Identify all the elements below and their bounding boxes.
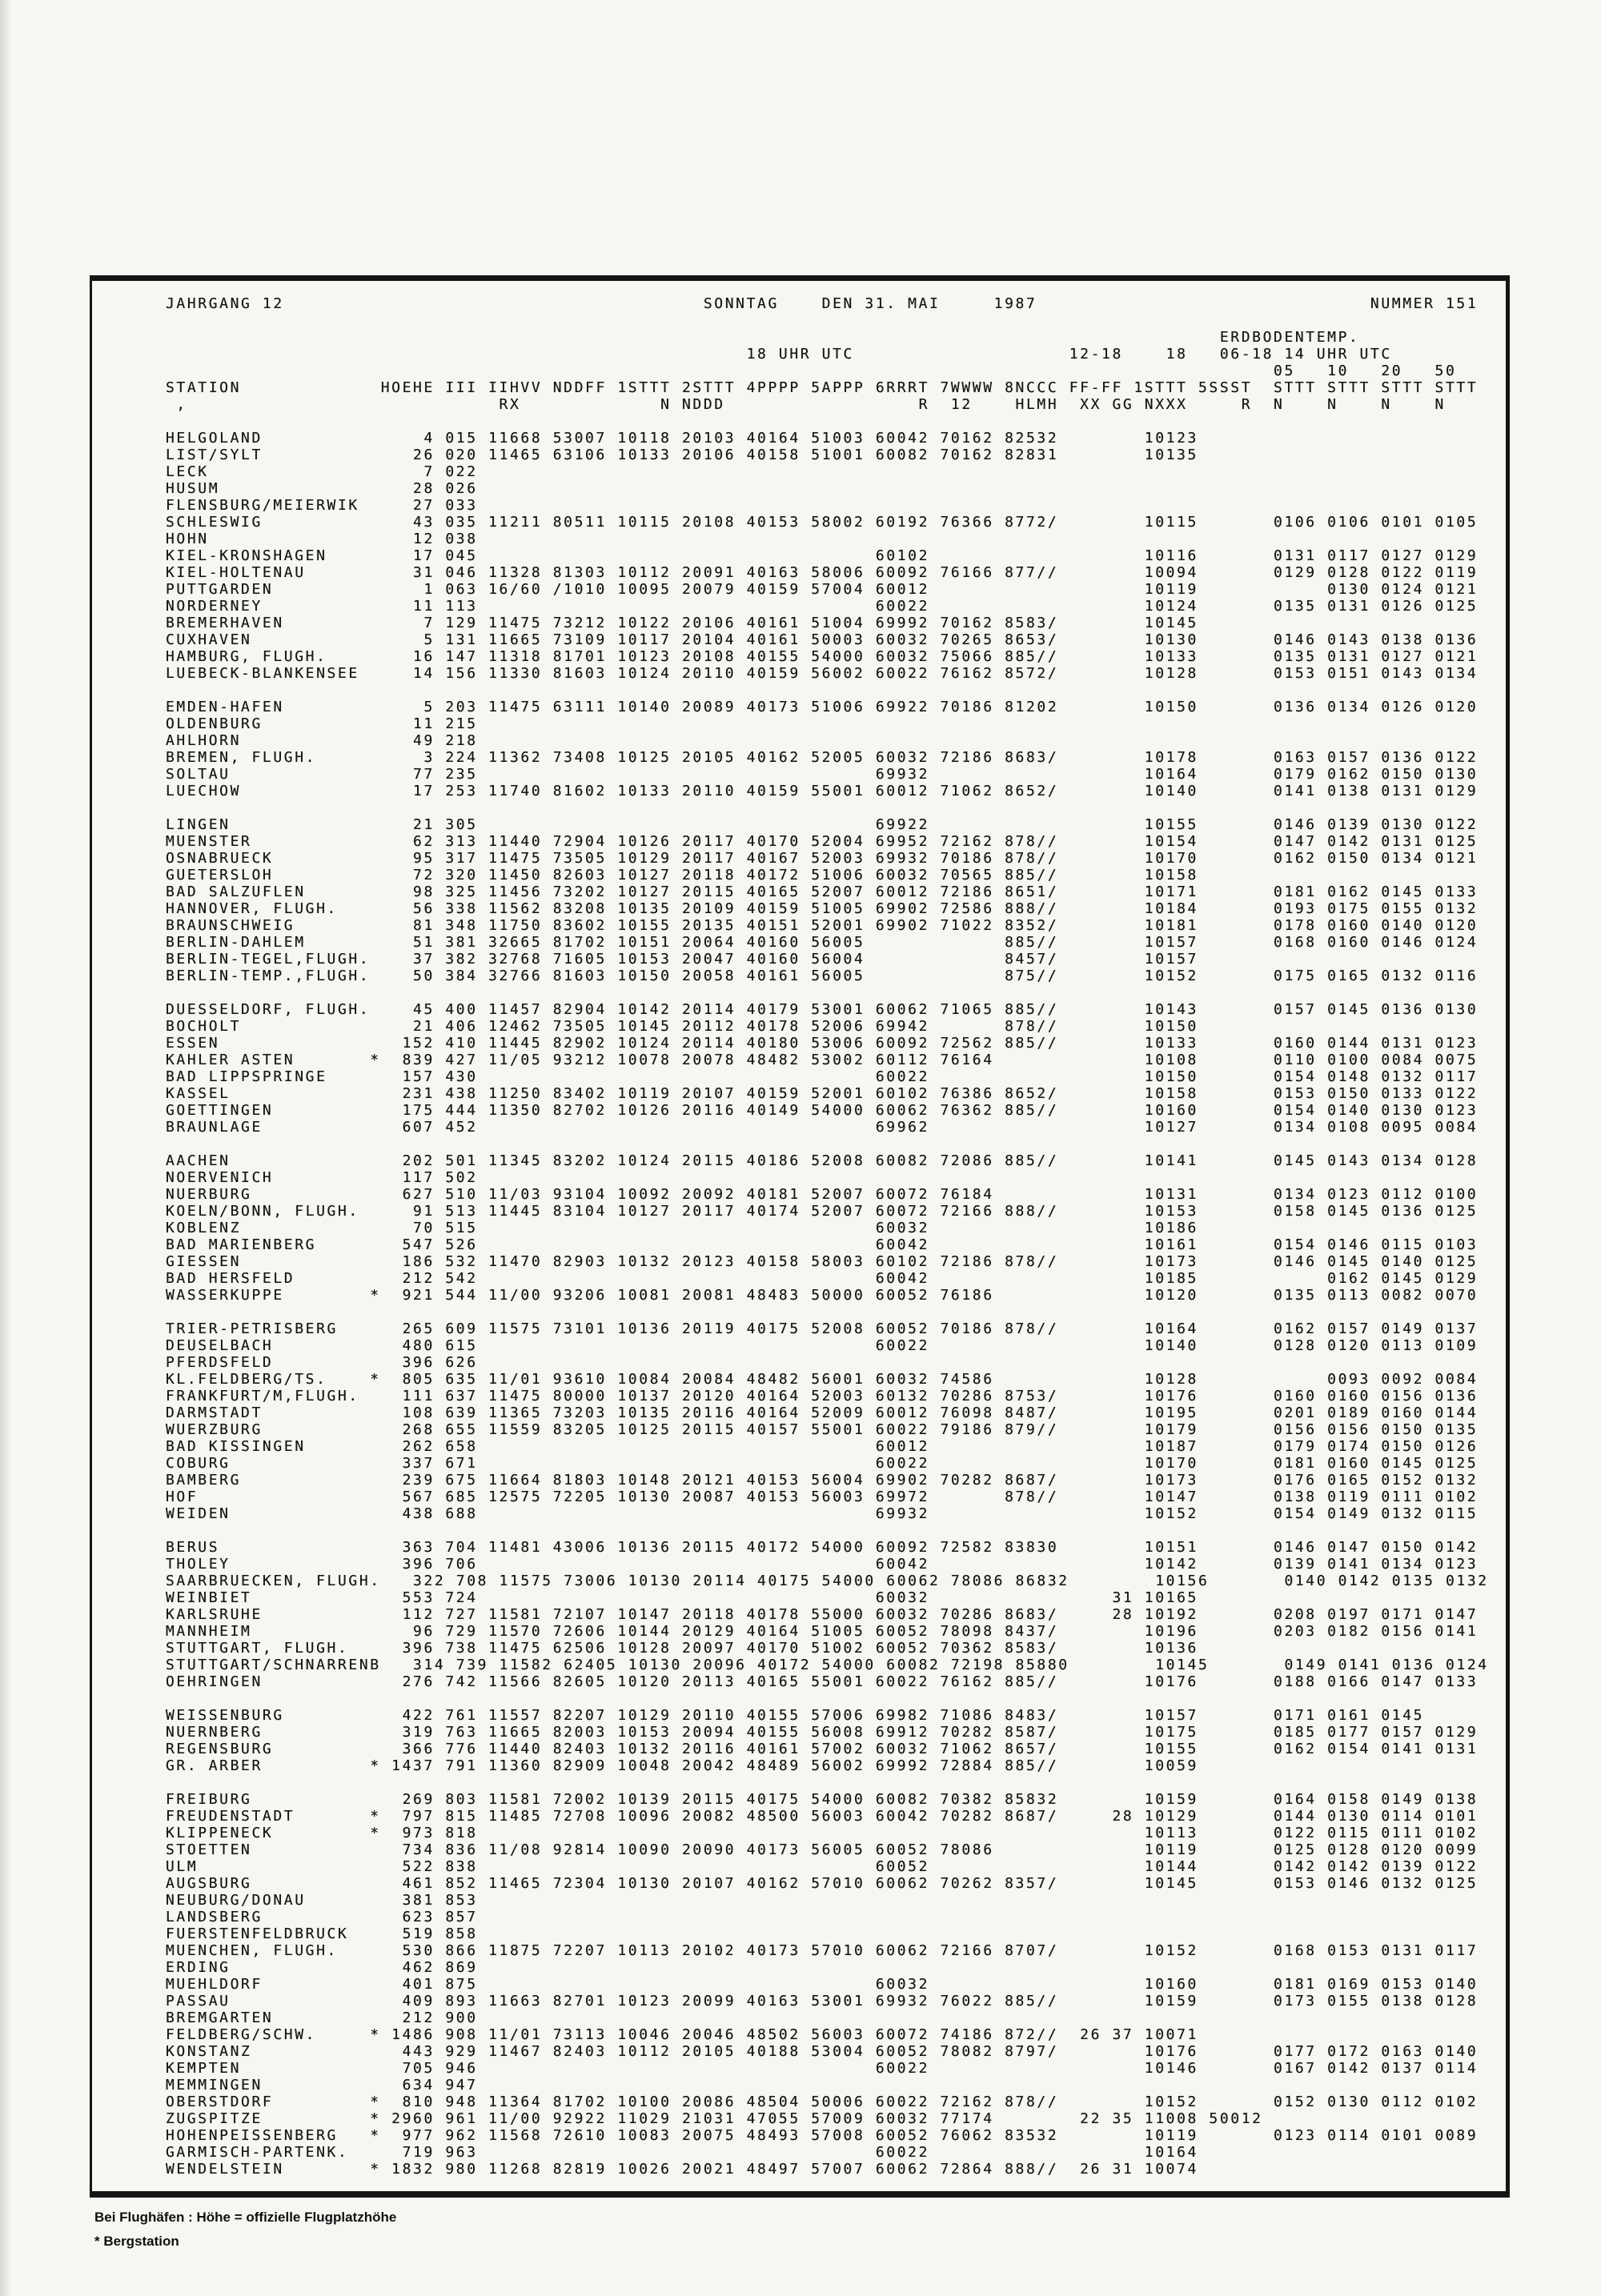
header-line: 18 UHR UTC 12-18 18 06-18 14 UHR UTC bbox=[166, 346, 1392, 363]
table-row: KLIPPENECK * 973 818 10113 0122 0115 0111 0102 bbox=[166, 1825, 1479, 1841]
block-separator bbox=[166, 1690, 1506, 1707]
table-row: KEMPTEN 705 946 60022 10146 0167 0142 0137 0114 bbox=[166, 2060, 1479, 2077]
table-row: HELGOLAND 4 015 11668 53007 10118 20103 40164 51003 60042 70162 82532 10123 bbox=[166, 430, 1479, 447]
table-row: GIESSEN 186 532 11470 82903 10132 20123 40158 58003 60102 72186 878// 10173 0146 0145 0140 0125 bbox=[166, 1253, 1479, 1270]
table-row: SCHLESWIG 43 035 11211 80511 10115 20108 40153 58002 60192 76366 8772/ 10115 0106 0106 0101 0105 bbox=[166, 514, 1479, 531]
table-row: DARMSTADT 108 639 11365 73203 10135 20116 40164 52009 60012 76098 8487/ 10195 0201 0189 0160 0144 bbox=[166, 1404, 1479, 1421]
table-row: FRANKFURT/M,FLUGH. 111 637 11475 80000 10137 20120 40164 52003 60132 70286 8753/ 10176 0160 0160 0156 0136 bbox=[166, 1388, 1479, 1404]
table-row: BAD KISSINGEN 262 658 60012 10187 0179 0174 0150 0126 bbox=[166, 1438, 1479, 1455]
table-row: KASSEL 231 438 11250 83402 10119 20107 40159 52001 60102 76386 8652/ 10158 0153 0150 0133 0122 bbox=[166, 1085, 1479, 1102]
header-line: STATION HOEHE III IIHVV NDDFF 1STTT 2STTT 4PPPP 5APPP 6RRRT 7WWWW 8NCCC FF-FF 1STTT 5SSST STTT STTT STTT STTT bbox=[166, 379, 1479, 396]
table-row: ULM 522 838 60052 10144 0142 0142 0139 0122 bbox=[166, 1858, 1479, 1875]
table-row: NUERBURG 627 510 11/03 93104 10092 20092 40181 52007 60072 76184 10131 0134 0123 0112 0100 bbox=[166, 1186, 1479, 1203]
table-row: OBERSTDORF * 810 948 11364 81702 10100 20086 48504 50006 60022 72162 878// 10152 0152 0130 0112 0102 bbox=[166, 2094, 1479, 2110]
table-row: AACHEN 202 501 11345 83202 10124 20115 40186 52008 60082 72086 885// 10141 0145 0143 0134 0128 bbox=[166, 1152, 1479, 1169]
table-row: GR. ARBER * 1437 791 11360 82909 10048 20042 48489 56002 69992 72884 885// 10059 bbox=[166, 1757, 1479, 1774]
table-row: BAMBERG 239 675 11664 81803 10148 20121 40153 56004 69902 70282 8687/ 10173 0176 0165 0152 0132 bbox=[166, 1472, 1479, 1489]
table-row: CUXHAVEN 5 131 11665 73109 10117 20104 40161 50003 60032 70265 8653/ 10130 0146 0143 0138 0136 bbox=[166, 631, 1479, 648]
table-row: PUTTGARDEN 1 063 16/60 /1010 10095 20079 40159 57004 60012 10119 0130 0124 0121 bbox=[166, 581, 1479, 598]
table-row: KONSTANZ 443 929 11467 82403 10112 20105 40188 53004 60052 78082 8797/ 10176 0177 0172 0163 0140 bbox=[166, 2043, 1479, 2060]
table-row: WEINBIET 553 724 60032 31 10165 bbox=[166, 1589, 1479, 1606]
table-row: KL.FELDBERG/TS. * 805 635 11/01 93610 10084 20084 48482 56001 60032 74586 10128 0093 0092 0084 bbox=[166, 1371, 1479, 1388]
block-separator bbox=[166, 1774, 1506, 1791]
block-separator bbox=[166, 1522, 1506, 1539]
table-row: NEUBURG/DONAU 381 853 bbox=[166, 1892, 1479, 1909]
table-row: DUESSELDORF, FLUGH. 45 400 11457 82904 10142 20114 40179 53001 60062 71065 885// 10143 0157 0145 0136 0130 bbox=[166, 1001, 1479, 1018]
table-row: BERLIN-TEMP.,FLUGH. 50 384 32766 81603 10150 20058 40161 56005 875// 10152 0175 0165 0132 0116 bbox=[166, 968, 1479, 984]
table-row: KIEL-HOLTENAU 31 046 11328 81303 10112 20091 40163 58006 60092 76166 877// 10094 0129 0128 0122 0119 bbox=[166, 564, 1479, 581]
table-row: LANDSBERG 623 857 bbox=[166, 1909, 1479, 1925]
table-row: BREMERHAVEN 7 129 11475 73212 10122 20106 40161 51004 69992 70162 8583/ 10145 bbox=[166, 615, 1479, 631]
header-line: ERDBODENTEMP. bbox=[166, 329, 1360, 346]
table-row: BAD HERSFELD 212 542 60042 10185 0162 0145 0129 bbox=[166, 1270, 1479, 1287]
block-separator bbox=[166, 1304, 1506, 1320]
block-separator bbox=[166, 682, 1506, 699]
station-table bbox=[166, 430, 1506, 2178]
table-row: LINGEN 21 305 69922 10155 0146 0139 0130 0122 bbox=[166, 816, 1479, 833]
block-separator bbox=[166, 984, 1506, 1001]
table-row: SAARBRUECKEN, FLUGH. 322 708 11575 73006 10130 20114 40175 54000 60062 78086 86832 10156 0140 0142 0135 0132 bbox=[166, 1573, 1489, 1589]
table-row: WEISSENBURG 422 761 11557 82207 10129 20110 40155 57006 69982 71086 8483/ 10157 0171 0161 0145 bbox=[166, 1707, 1479, 1724]
table-row: THOLEY 396 706 60042 10142 0139 0141 0134 0123 bbox=[166, 1556, 1479, 1573]
table-row: KOELN/BONN, FLUGH. 91 513 11445 83104 10127 20117 40174 52007 60072 72166 888// 10153 0158 0145 0136 0125 bbox=[166, 1203, 1479, 1220]
table-row: COBURG 337 671 60022 10170 0181 0160 0145 0125 bbox=[166, 1455, 1479, 1472]
table-row: LECK 7 022 bbox=[166, 463, 1479, 480]
table-row: AHLHORN 49 218 bbox=[166, 732, 1479, 749]
footer-note-flugplatzhoehe: Bei Flughäfen : Höhe = offizielle Flugplatzhöhe bbox=[94, 2210, 397, 2225]
table-row: HUSUM 28 026 bbox=[166, 480, 1479, 497]
table-row: MUEHLDORF 401 875 60032 10160 0181 0169 0153 0140 bbox=[166, 1976, 1479, 1993]
table-row: STUTTGART/SCHNARRENB 314 739 11582 62405 10130 20096 40172 54000 60082 72198 85880 10145 0149 0141 0136 0124 bbox=[166, 1657, 1489, 1673]
table-row: BERLIN-TEGEL,FLUGH. 37 382 32768 71605 10153 20047 40160 56004 8457/ 10157 bbox=[166, 951, 1479, 968]
weather-bulletin bbox=[90, 275, 1510, 2198]
table-row: TRIER-PETRISBERG 265 609 11575 73101 10136 20119 40175 52008 60052 70186 878// 10164 0162 0157 0149 0137 bbox=[166, 1320, 1479, 1337]
table-row: BREMEN, FLUGH. 3 224 11362 73408 10125 20105 40162 52005 60032 72186 8683/ 10178 0163 0157 0136 0122 bbox=[166, 749, 1479, 766]
table-row: LIST/SYLT 26 020 11465 63106 10133 20106 40158 51001 60082 70162 82831 10135 bbox=[166, 447, 1479, 463]
table-row: KIEL-KRONSHAGEN 17 045 60102 10116 0131 0117 0127 0129 bbox=[166, 547, 1479, 564]
table-row: KAHLER ASTEN * 839 427 11/05 93212 10078 20078 48482 53002 60112 76164 10108 0110 0100 0084 0075 bbox=[166, 1052, 1479, 1068]
table-row: MUENSTER 62 313 11440 72904 10126 20117 40170 52004 69952 72162 878// 10154 0147 0142 0131 0125 bbox=[166, 833, 1479, 850]
table-row: LUEBECK-BLANKENSEE 14 156 11330 81603 10124 20110 40159 56002 60022 76162 8572/ 10128 0153 0151 0143 0134 bbox=[166, 665, 1479, 682]
header-line: JAHRGANG 12 SONNTAG DEN 31. MAI 1987 NUMMER 151 bbox=[166, 295, 1479, 312]
table-row: BOCHOLT 21 406 12462 73505 10145 20112 40178 52006 69942 878// 10150 bbox=[166, 1018, 1479, 1035]
bulletin-header bbox=[166, 295, 1506, 430]
table-row: GUETERSLOH 72 320 11450 82603 10127 20118 40172 51006 60032 70565 885// 10158 bbox=[166, 867, 1479, 884]
table-row: PASSAU 409 893 11663 82701 10123 20099 40163 53001 69932 76022 885// 10159 0173 0155 0138 0128 bbox=[166, 1993, 1479, 2010]
table-row: LUECHOW 17 253 11740 81602 10133 20110 40159 55001 60012 71062 8652/ 10140 0141 0138 0131 0129 bbox=[166, 783, 1479, 799]
table-row: FUERSTENFELDBRUCK 519 858 bbox=[166, 1925, 1479, 1942]
table-row: FLENSBURG/MEIERWIK 27 033 bbox=[166, 497, 1479, 514]
table-row: ERDING 462 869 bbox=[166, 1959, 1479, 1976]
header-line bbox=[166, 413, 1506, 430]
footer-notes bbox=[94, 2206, 396, 2254]
table-row: KARLSRUHE 112 727 11581 72107 10147 20118 40178 55000 60032 70286 8683/ 28 10192 0208 0197 0171 0147 bbox=[166, 1606, 1479, 1623]
table-row: NOERVENICH 117 502 bbox=[166, 1169, 1479, 1186]
table-row: GOETTINGEN 175 444 11350 82702 10126 20116 40149 54000 60062 76362 885// 10160 0154 0140 0130 0123 bbox=[166, 1102, 1479, 1119]
table-row: FREUDENSTADT * 797 815 11485 72708 10096 20082 48500 56003 60042 70282 8687/ 28 10129 0144 0130 0114 0101 bbox=[166, 1808, 1479, 1825]
table-row: BERUS 363 704 11481 43006 10136 20115 40172 54000 60092 72582 83830 10151 0146 0147 0150 0142 bbox=[166, 1539, 1479, 1556]
table-row: BRAUNSCHWEIG 81 348 11750 83602 10155 20135 40151 52001 69902 71022 8352/ 10181 0178 0160 0140 0120 bbox=[166, 917, 1479, 934]
table-row: NORDERNEY 11 113 60022 10124 0135 0131 0126 0125 bbox=[166, 598, 1479, 615]
table-row: REGENSBURG 366 776 11440 82403 10132 20116 40161 57002 60032 71062 8657/ 10155 0162 0154 0141 0131 bbox=[166, 1741, 1479, 1757]
table-row: OEHRINGEN 276 742 11566 82605 10120 20113 40165 55001 60022 76162 885// 10176 0188 0166 0147 0133 bbox=[166, 1673, 1479, 1690]
table-row: DEUSELBACH 480 615 60022 10140 0128 0120 0113 0109 bbox=[166, 1337, 1479, 1354]
table-row: MUENCHEN, FLUGH. 530 866 11875 72207 10113 20102 40173 57010 60062 72166 8707/ 10152 0168 0153 0131 0117 bbox=[166, 1942, 1479, 1959]
table-row: BAD MARIENBERG 547 526 60042 10161 0154 0146 0115 0103 bbox=[166, 1236, 1479, 1253]
table-row: OSNABRUECK 95 317 11475 73505 10129 20117 40167 52003 69932 70186 878// 10170 0162 0150 0134 0121 bbox=[166, 850, 1479, 867]
header-line bbox=[166, 312, 1506, 329]
table-row: WENDELSTEIN * 1832 980 11268 82819 10026 20021 48497 57007 60062 72864 888// 26 31 10074 bbox=[166, 2161, 1479, 2178]
table-row: KOBLENZ 70 515 60032 10186 bbox=[166, 1220, 1479, 1236]
table-row: EMDEN-HAFEN 5 203 11475 63111 10140 20089 40173 51006 69922 70186 81202 10150 0136 0134 0126 0120 bbox=[166, 699, 1479, 715]
table-row: BERLIN-DAHLEM 51 381 32665 81702 10151 20064 40160 56005 885// 10157 0168 0160 0146 0124 bbox=[166, 934, 1479, 951]
table-row: OLDENBURG 11 215 bbox=[166, 715, 1479, 732]
header-line: , RX N NDDD R 12 HLMH XX GG NXXX R N N N N bbox=[166, 396, 1446, 413]
footer-note-bergstation: * Bergstation bbox=[94, 2234, 179, 2249]
table-row: MANNHEIM 96 729 11570 72606 10144 20129 40164 51005 60052 78098 8437/ 10196 0203 0182 0156 0141 bbox=[166, 1623, 1479, 1640]
scan-edge-shadow bbox=[0, 0, 11, 2296]
table-row: HOHN 12 038 bbox=[166, 531, 1479, 547]
table-row: HOHENPEISSENBERG * 977 962 11568 72610 10083 20075 48493 57008 60052 76062 83532 10119 0123 0114 0101 0089 bbox=[166, 2127, 1479, 2144]
table-row: BAD LIPPSPRINGE 157 430 60022 10150 0154 0148 0132 0117 bbox=[166, 1068, 1479, 1085]
table-row: ZUGSPITZE * 2960 961 11/00 92922 11029 21031 47055 57009 60032 77174 22 35 11008 50012 bbox=[166, 2110, 1479, 2127]
table-row: GARMISCH-PARTENK. 719 963 60022 10164 bbox=[166, 2144, 1479, 2161]
table-row: FREIBURG 269 803 11581 72002 10139 20115 40175 54000 60082 70382 85832 10159 0164 0158 0149 0138 bbox=[166, 1791, 1479, 1808]
table-row: HOF 567 685 12575 72205 10130 20087 40153 56003 69972 878// 10147 0138 0119 0111 0102 bbox=[166, 1489, 1479, 1505]
table-row: PFERDSFELD 396 626 bbox=[166, 1354, 1479, 1371]
block-separator bbox=[166, 1136, 1506, 1152]
table-row: WEIDEN 438 688 69932 10152 0154 0149 0132 0115 bbox=[166, 1505, 1479, 1522]
table-row: WUERZBURG 268 655 11559 83205 10125 20115 40157 55001 60022 79186 879// 10179 0156 0156 0150 0135 bbox=[166, 1421, 1479, 1438]
header-line: 05 10 20 50 bbox=[166, 363, 1457, 379]
table-row: HANNOVER, FLUGH. 56 338 11562 83208 10135 20109 40159 51005 69902 72586 888// 10184 0193 0175 0155 0132 bbox=[166, 900, 1479, 917]
block-separator bbox=[166, 799, 1506, 816]
table-row: BAD SALZUFLEN 98 325 11456 73202 10127 20115 40165 52007 60012 72186 8651/ 10171 0181 0162 0145 0133 bbox=[166, 884, 1479, 900]
table-row: STOETTEN 734 836 11/08 92814 10090 20090 40173 56005 60052 78086 10119 0125 0128 0120 0099 bbox=[166, 1841, 1479, 1858]
table-row: BRAUNLAGE 607 452 69962 10127 0134 0108 0095 0084 bbox=[166, 1119, 1479, 1136]
table-row: NUERNBERG 319 763 11665 82003 10153 20094 40155 56008 69912 70282 8587/ 10175 0185 0177 0157 0129 bbox=[166, 1724, 1479, 1741]
table-row: BREMGARTEN 212 900 bbox=[166, 2010, 1479, 2026]
table-row: STUTTGART, FLUGH. 396 738 11475 62506 10128 20097 40170 51002 60052 70362 8583/ 10136 bbox=[166, 1640, 1479, 1657]
table-row: HAMBURG, FLUGH. 16 147 11318 81701 10123 20108 40155 54000 60032 75066 885// 10133 0135 0131 0127 0121 bbox=[166, 648, 1479, 665]
table-row: ESSEN 152 410 11445 82902 10124 20114 40180 53006 60092 72562 885// 10133 0160 0144 0131 0123 bbox=[166, 1035, 1479, 1052]
table-row: SOLTAU 77 235 69932 10164 0179 0162 0150 0130 bbox=[166, 766, 1479, 783]
table-row: AUGSBURG 461 852 11465 72304 10130 20107 40162 57010 60062 70262 8357/ 10145 0153 0146 0132 0125 bbox=[166, 1875, 1479, 1892]
table-row: FELDBERG/SCHW. * 1486 908 11/01 73113 10046 20046 48502 56003 60072 74186 872// 26 37 10071 bbox=[166, 2026, 1479, 2043]
table-row: MEMMINGEN 634 947 bbox=[166, 2077, 1479, 2094]
table-row: WASSERKUPPE * 921 544 11/00 93206 10081 20081 48483 50000 60052 76186 10120 0135 0113 0082 0070 bbox=[166, 1287, 1479, 1304]
